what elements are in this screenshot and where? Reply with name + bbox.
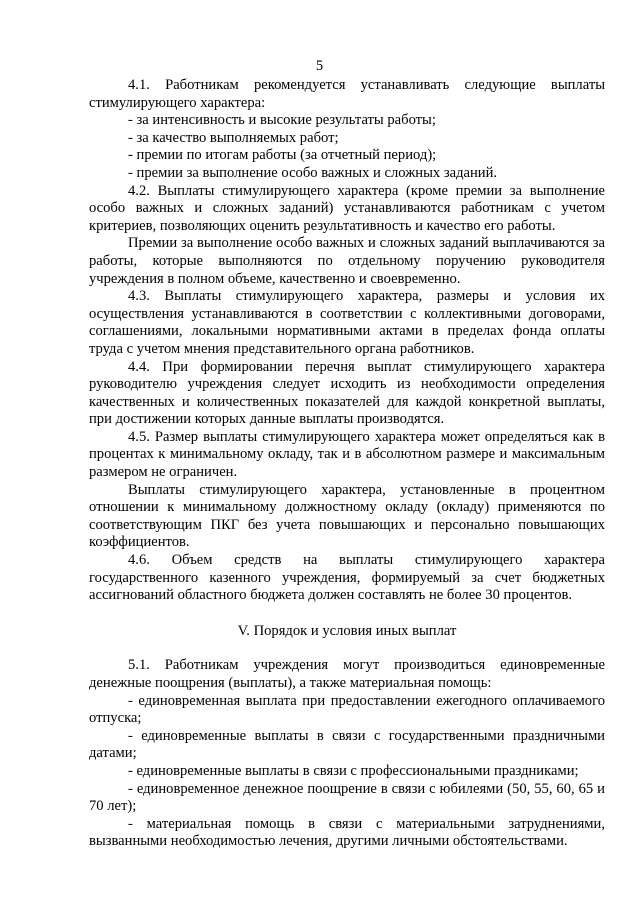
list-item: - за интенсивность и высокие результаты работы; — [128, 112, 436, 129]
list-item: - за качество выполняемых работ; — [128, 129, 339, 146]
list-item: - премии по итогам работы (за отчетный период); — [128, 147, 437, 164]
paragraph-4-2-bonus: Премии за выполнение особо важных и сложных заданий выплачиваются за работы, которые выполняются по отдельному поручению руководителя учреждения в полном объеме, качественно и своевременно. — [89, 235, 605, 287]
page-number: 5 — [315, 58, 324, 74]
paragraph-4-4: 4.4. При формировании перечня выплат стимулирующего характера руководителю учреждения следует исходить из необходимости определения качественных и количественных показателей для каждой конкретной выплаты, при достижении которых данные выплаты производятся. — [89, 358, 605, 428]
paragraph-4-6: 4.6. Объем средств на выплаты стимулирующего характера государственного казенного учреждения, формируемый за счет бюджетных ассигнований областного бюджета должен составлять не более 30 процентов. — [89, 552, 605, 604]
page-content — [89, 77, 605, 851]
list-item: - единовременные выплаты в связи с профессиональными праздниками; — [128, 762, 579, 779]
paragraph-4-1: 4.1. Работникам рекомендуется устанавливать следующие выплаты стимулирующего характера: — [89, 77, 605, 111]
section-heading: V. Порядок и условия иных выплат — [237, 622, 457, 639]
list-item: - единовременные выплаты в связи с государственными праздничными датами; — [89, 727, 605, 762]
paragraph-5-1: 5.1. Работникам учреждения могут производиться единовременные денежные поощрения (выплаты), а также материальная помощь: — [89, 657, 605, 691]
paragraph-4-3: 4.3. Выплаты стимулирующего характера, размеры и условия их осуществления устанавливаются в соответствии с коллективными договорами, соглашениями, локальными нормативными актами в пределах фонда оплаты труда с учетом мнения представительного органа работников. — [89, 288, 605, 357]
list-item: - материальная помощь в связи с материальными затруднениями, вызванными необходимостью лечения, другими личными обстоятельствами. — [89, 815, 605, 850]
paragraph-4-2: 4.2. Выплаты стимулирующего характера (кроме премии за выполнение особо важных и сложных заданий) устанавливаются работникам с учетом критериев, позволяющих оценить результативность и качество его работы. — [89, 182, 605, 234]
paragraph-4-5: 4.5. Размер выплаты стимулирующего характера может определяться как в процентах к минимальному окладу, так и в абсолютном размере и максимальным размером не ограничен. — [89, 428, 605, 481]
paragraph-4-5-percent: Выплаты стимулирующего характера, установленные в процентном отношении к минимальному должностному окладу (окладу) применяются по соответствующим ПКГ без учета повышающих и персонально повышающих коэффициентов. — [89, 481, 605, 551]
list-item: - премии за выполнение особо важных и сложных заданий. — [128, 164, 498, 181]
list-item: - единовременная выплата при предоставлении ежегодного оплачиваемого отпуска; — [89, 692, 605, 727]
list-item: - единовременное денежное поощрение в связи с юбилеями (50, 55, 60, 65 и 70 лет); — [89, 780, 605, 815]
